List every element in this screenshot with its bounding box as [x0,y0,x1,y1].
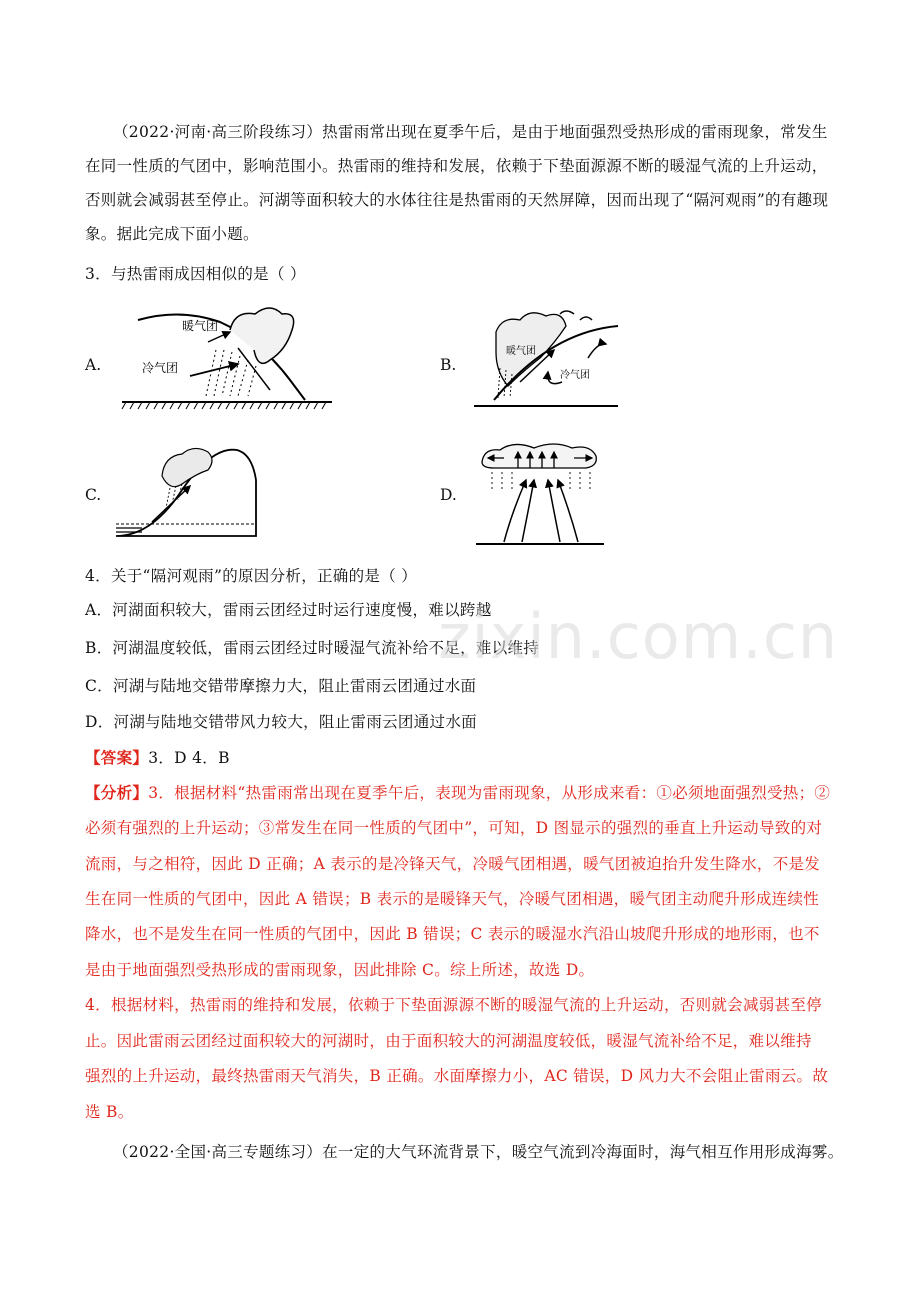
analysis-line-8: 止。因此雷雨云团经过面积较大的河湖时，由于面积较大的河湖温度较低，暖湿气流补给不足，难以维持 [85,1032,812,1050]
figure-a-cold-front [120,300,335,412]
figure-b-warm-front [470,302,620,412]
figure-d-convection-rain [474,440,609,550]
analysis-line-4: 生在同一性质的气团中，因此 A 错误；B 表示的是暖锋天气，冷暖气团相遇，暖气团主动爬升形成连续性 [85,890,820,908]
intro-line-4: 象。据此完成下面小题。 [85,225,259,243]
answer-text: 3．D 4．B [148,749,230,767]
intro-line-2: 在同一性质的气团中，影响范围小。热雷雨的维持和发展，依赖于下垫面源源不断的暖湿气流的上升运动， [85,157,828,175]
option-c-letter[interactable]: C. [85,486,102,504]
analysis-line-6: 是由于地面强烈受热形成的雷雨现象，因此排除 C。综上所述，故选 D。 [85,961,595,979]
analysis-line-10: 选 B。 [85,1103,134,1121]
analysis-line-9: 强烈的上升运动，最终热雷雨天气消失，B 正确。水面摩擦力小，AC 错误，D 风力大不会阻止雷雨云。故 [85,1067,829,1085]
question-4-option-d[interactable]: D．河湖与陆地交错带风力较大，阻止雷雨云团通过水面 [85,713,477,731]
question-4-option-a[interactable]: A．河湖面积较大，雷雨云团经过时运行速度慢，难以跨越 [85,601,492,619]
option-a-letter[interactable]: A. [85,356,102,374]
analysis-line-1 [85,781,830,803]
intro-line-1: （2022·河南·高三阶段练习）热雷雨常出现在夏季午后，是由于地面强烈受热形成的雷雨现象，常发生 [113,123,828,141]
figure-a-warm-label: 暖气团 [182,319,219,333]
intro2-line-1: （2022·全国·高三专题练习）在一定的大气环流背景下，暖空气流到冷海面时，海气相互作用形成海雾。 [113,1143,844,1161]
analysis-label: 【分析】 [85,783,149,802]
analysis-line-3: 流雨，与之相符，因此 D 正确；A 表示的是冷锋天气，冷暖气团相遇，暖气团被迫抬升发生降水，不是发 [85,855,821,873]
question-3-stem: 3．与热雷雨成因相似的是（ ） [85,265,306,283]
figure-b-warm-label: 暖气团 [506,346,536,357]
analysis-line-5: 降水，也不是发生在同一性质的气团中，因此 B 错误；C 表示的暖湿水汽沿山坡爬升形成的地形雨，也不 [85,925,820,943]
figure-a-cold-label: 冷气团 [142,361,179,375]
figure-b-cold-label: 冷气团 [560,370,590,381]
watermark: zixin.com.cn [438,600,839,673]
question-4-option-b[interactable]: B．河湖温度较低，雷雨云团经过时暖湿气流补给不足，难以维持 [85,639,540,657]
analysis-line-2: 必须有强烈的上升运动；③常发生在同一性质的气团中”，可知，D 图显示的强烈的垂直上升运动导致的对 [85,819,823,837]
answer-line [85,746,230,768]
analysis-line-7: 4．根据材料，热雷雨的维持和发展，依赖于下垫面源源不断的暖湿气流的上升运动，否则就会减弱甚至停 [85,996,822,1014]
intro-line-3: 否则就会减弱甚至停止。河湖等面积较大的水体往往是热雷雨的天然屏障，因而出现了“隔河观雨”的有趣现 [85,191,829,209]
option-d-letter[interactable]: D. [440,486,457,504]
option-b-letter[interactable]: B. [440,356,457,374]
answer-label: 【答案】 [85,748,149,767]
question-4-stem: 4．关于“隔河观雨”的原因分析，正确的是（ ） [85,567,418,585]
question-4-option-c[interactable]: C．河湖与陆地交错带摩擦力大，阻止雷雨云团通过水面 [85,677,477,695]
figure-c-orographic-rain [112,440,262,540]
analysis-text-1: 3．根据材料“热雷雨常出现在夏季午后，表现为雷雨现象，从形成来看：①必须地面强烈受热；② [148,784,831,802]
